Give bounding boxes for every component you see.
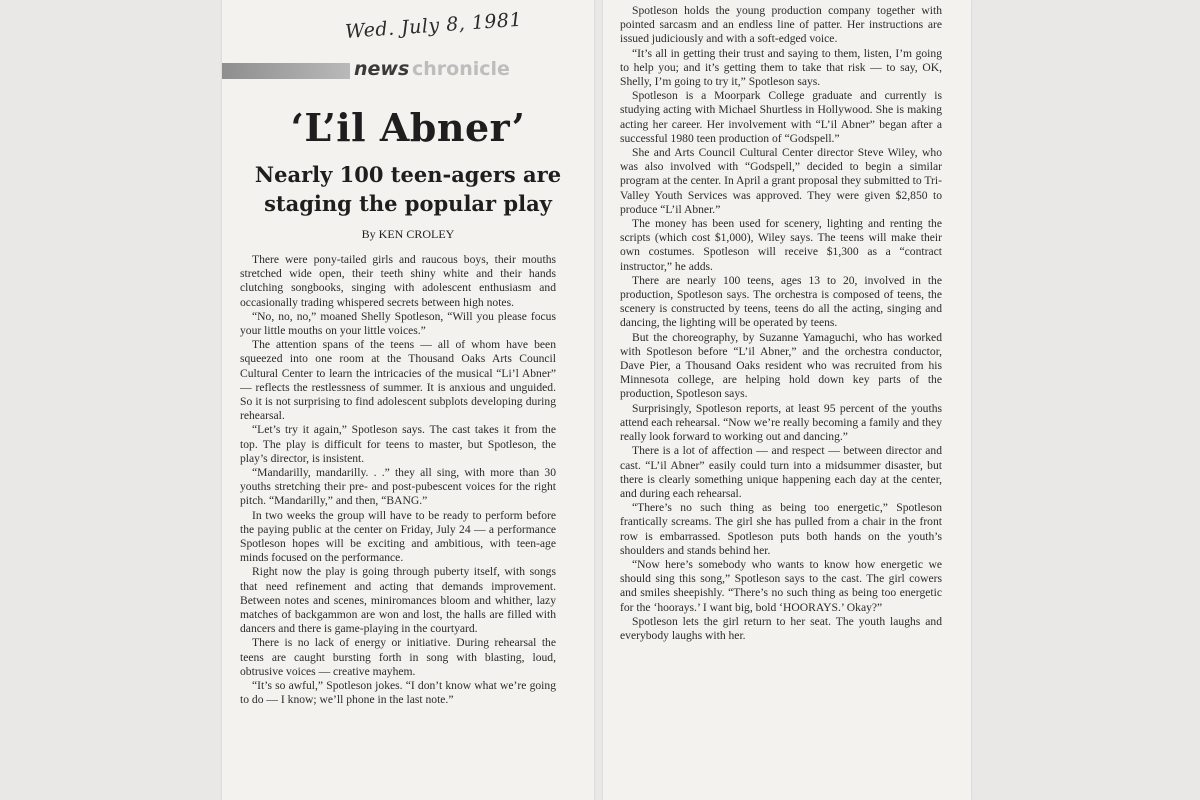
masthead-news: news bbox=[354, 58, 410, 80]
handwritten-date: Wed. July 8, 1981 bbox=[344, 8, 523, 43]
paragraph: “There’s no such thing as being too energetic,” Spotleson frantically screams. The girl she has pulled from a chair in the front row is embarrassed. Spotleson puts both hands on the youth’s shoulders and stands behind her. bbox=[620, 501, 942, 557]
paragraph: Spotleson holds the young production company together with pointed sarcasm and an endless line of patter. Her instructions are issued judiciously and with a soft-edged voice. bbox=[620, 4, 942, 46]
paragraph: But the choreography, by Suzanne Yamaguchi, who has worked with Spotleson before “L’il Abner,” and the orchestra conductor, Dave Pier, a Thousand Oaks resident who was recruited from his Minnesota college, are helping hold down key parts of the production, Spotleson says. bbox=[620, 330, 942, 401]
paragraph: She and Arts Council Cultural Center director Steve Wiley, who was also involved with “Godspell,” decided to begin a similar program at the center. In April a grant proposal they submitted to Tri-Valley Youth Services was approved. They were given $2,850 to produce “L’il Abner.” bbox=[620, 146, 942, 216]
paragraph: There were pony-tailed girls and raucous boys, their mouths stretched wide open, their teeth shiny white and their hands clutching songbooks, singing with adolescent enthusiasm and occasionally trading whispered secrets between high notes. bbox=[240, 253, 556, 309]
paragraph: There is a lot of affection — and respect — between director and cast. “L’il Abner” easily could turn into a midsummer disaster, but there is clearly something unique happening each day at the center, and during each rehearsal. bbox=[620, 444, 942, 500]
headline: ‘L’il Abner’ bbox=[290, 105, 526, 150]
paragraph: Spotleson is a Moorpark College graduate and currently is studying acting with Michael Shurtless in Hollywood. She is making acting her career. Her involvement with “L’il Abner” began after a successful 1980 teen production of “Godspell.” bbox=[620, 89, 942, 145]
byline: By KEN CROLEY bbox=[361, 227, 455, 241]
article-left-column bbox=[240, 253, 556, 708]
paragraph: “It’s so awful,” Spotleson jokes. “I don’t know what we’re going to do — I know; we’ll phone in the last note.” bbox=[240, 679, 556, 707]
section-masthead bbox=[222, 60, 594, 82]
masthead-chronicle: chronicle bbox=[412, 58, 510, 80]
subheadline bbox=[222, 160, 594, 218]
paragraph: Spotleson lets the girl return to her seat. The youth laughs and everybody laughs with her. bbox=[620, 614, 942, 642]
paragraph: Right now the play is going through puberty itself, with songs that need refinement and acting that demands improvement. Between notes and scenes, miniromances bloom and whither, lazy matches of backgammon are won and lost, the halls are filled with dancers and there is game-playing in the courtyard. bbox=[240, 565, 556, 636]
paragraph: “Let’s try it again,” Spotleson says. The cast takes it from the top. The play is difficult for teens to master, but Spotleson, the play’s director, is insistent. bbox=[240, 423, 556, 465]
paragraph: “No, no, no,” moaned Shelly Spotleson, “Will you please focus your little mouths on your little voices.” bbox=[240, 309, 556, 338]
article-right-column bbox=[620, 4, 942, 643]
paragraph: “Now here’s somebody who wants to know how energetic we should sing this song,” Spotleson says to the cast. The girl cowers and smiles sheepishly. “There’s no such thing as being too energetic for the ‘hoorays.’ I want big, bold ‘HOORAYS.’ Okay?” bbox=[620, 557, 942, 614]
subhead-line-2: staging the popular play bbox=[264, 191, 552, 216]
paragraph: There is no lack of energy or initiative. During rehearsal the teens are caught bursting forth in song with blasting, loud, obtrusive voices — creative mayhem. bbox=[240, 636, 556, 678]
subhead-line-1: Nearly 100 teen-agers are bbox=[254, 162, 562, 187]
masthead-gray-bar bbox=[222, 63, 350, 79]
paragraph: The money has been used for scenery, lighting and renting the scripts (which cost $1,000), Wiley says. The teens will make their own costumes. Spotleson will receive $1,300 as a “contract instructor,” he adds. bbox=[620, 217, 942, 273]
paragraph: There are nearly 100 teens, ages 13 to 20, involved in the production, Spotleson says. The orchestra is composed of teens, the scenery is constructed by teens, teens do all the acting, singing and dancing, the lighting will be operated by teens. bbox=[620, 273, 942, 330]
paragraph: In two weeks the group will have to be ready to perform before the paying public at the center on Friday, July 24 — a performance Spotleson hopes will be exciting and ambitious, with teen-age minds focused on the performance. bbox=[240, 508, 556, 565]
paragraph: “It’s all in getting their trust and saying to them, listen, I’m going to help you; and it’s getting them to take that risk — to say, OK, Shelly, I’m going to try it,” Spotleson says. bbox=[620, 46, 942, 89]
paragraph: Surprisingly, Spotleson reports, at least 95 percent of the youths attend each rehearsal. “Now we’re really becoming a family and they really look forward to working out and dancing.” bbox=[620, 401, 942, 444]
paragraph: “Mandarilly, mandarilly. . .” they all sing, with more than 30 youths stretching their pre- and post-pubescent voices for the right pitch. “Mandarilly,” and then, “BANG.” bbox=[240, 466, 556, 508]
paragraph: The attention spans of the teens — all of whom have been squeezed into one room at the Thousand Oaks Arts Council Cultural Center to learn the intricacies of the musical “Li’l Abner” — reflects the restlessness of summer. It is anxious and unguided. So it is not surprising to find adolescent subplots developing during rehearsal. bbox=[240, 338, 556, 423]
